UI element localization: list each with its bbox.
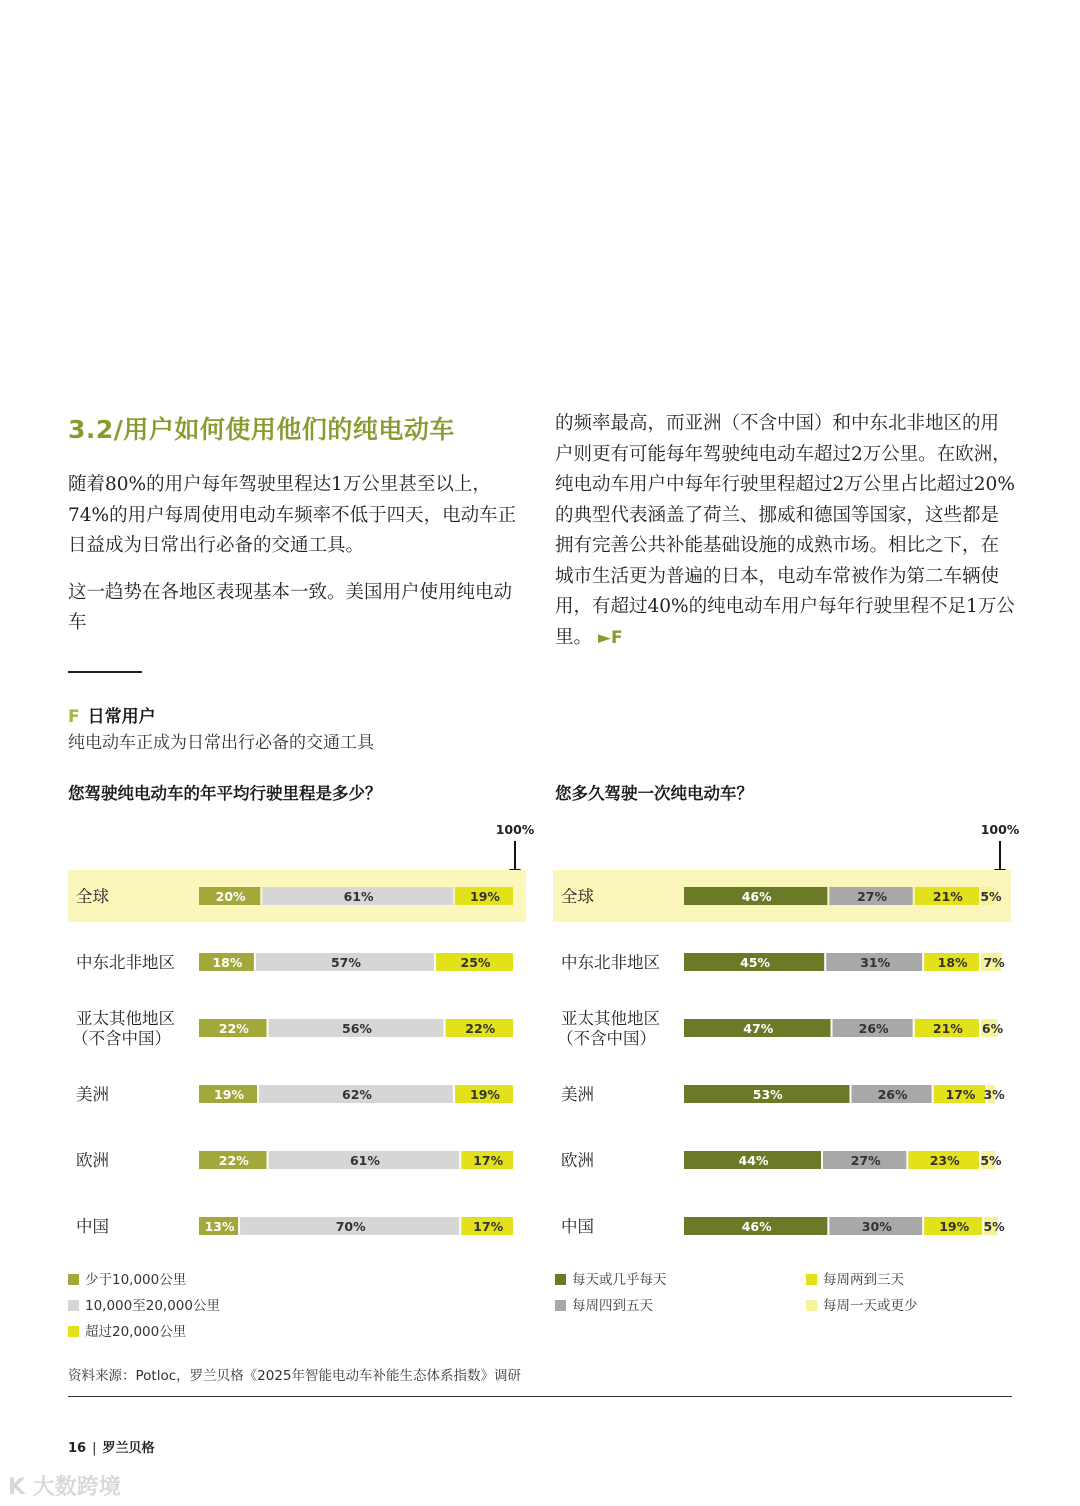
- bar-value-label: 19%: [470, 889, 500, 904]
- page-number: 16: [68, 1441, 87, 1456]
- legend-item: [555, 1268, 667, 1288]
- legend-item: [68, 1320, 186, 1340]
- legend-item: [68, 1268, 186, 1288]
- body-column-right: [555, 409, 1015, 653]
- category-label: 美洲: [561, 1085, 594, 1104]
- bar-value-label: 19%: [214, 1087, 244, 1102]
- divider-short: [68, 671, 142, 673]
- legend-item: [555, 1294, 653, 1314]
- legend-item: [806, 1268, 904, 1288]
- category-label: 全球: [76, 887, 109, 906]
- category-label: 亚太其他地区（不含中国）: [72, 1009, 175, 1048]
- legend-swatch: [555, 1300, 566, 1311]
- chart-right-frequency: [553, 815, 1020, 1255]
- bar-value-label: 19%: [470, 1087, 500, 1102]
- bar-value-label: 57%: [330, 955, 361, 970]
- category-label: 中国: [561, 1217, 594, 1236]
- watermark: [8, 1470, 121, 1501]
- bar-value-label: 53%: [752, 1087, 783, 1102]
- bar-value-label: 5%: [980, 1153, 1002, 1168]
- category-label: 中国: [76, 1217, 109, 1236]
- max-marker-label: 100%: [980, 822, 1020, 837]
- legend-label: 每天或几乎每天: [572, 1272, 667, 1288]
- bar-value-label: 17%: [945, 1087, 976, 1102]
- source-note: 资料来源：Potloc，罗兰贝格《2025年智能电动车补能生态体系指数》调研: [68, 1368, 522, 1384]
- bar-value-label: 61%: [343, 889, 374, 904]
- bar-value-label: 44%: [738, 1153, 769, 1168]
- legend-swatch: [68, 1300, 79, 1311]
- bar-value-label: 23%: [929, 1153, 960, 1168]
- category-label: 中东北非地区: [76, 953, 175, 972]
- chart-right-title: 您多久驾驶一次纯电动车？: [555, 784, 753, 803]
- bar-value-label: 26%: [858, 1021, 889, 1036]
- bar-value-label: 25%: [460, 955, 491, 970]
- bar-value-label: 56%: [342, 1021, 372, 1036]
- bar-value-label: 17%: [473, 1219, 504, 1234]
- legend-label: 少于10,000公里: [85, 1272, 187, 1288]
- bar-value-label: 27%: [857, 889, 887, 904]
- figure-letter: F: [68, 707, 80, 727]
- watermark-logo-icon: K: [8, 1475, 26, 1500]
- legend-right: [555, 1268, 1015, 1328]
- footer-brand: 罗兰贝格: [102, 1441, 155, 1456]
- section-title: 3.2/用户如何使用他们的纯电动车: [68, 415, 455, 444]
- bar-value-label: 3%: [983, 1087, 1005, 1102]
- legend-label: 10,000至20,000公里: [85, 1298, 220, 1314]
- bar-value-label: 21%: [932, 1021, 963, 1036]
- bar-value-label: 70%: [335, 1219, 366, 1234]
- bar-value-label: 20%: [215, 889, 246, 904]
- figure-reference-link[interactable]: ►F: [597, 627, 623, 648]
- legend-swatch: [555, 1274, 566, 1285]
- legend-left: [68, 1268, 528, 1348]
- paragraph-3: [555, 409, 1015, 653]
- category-label: 亚太其他地区（不含中国）: [557, 1009, 660, 1048]
- bar-value-label: 19%: [939, 1219, 970, 1234]
- paragraph-3-text: 的频率最高，而亚洲（不含中国）和中东北非地区的用户则更有可能每年驾驶纯电动车超过2万公里。在欧洲，纯电动车用户中每年行驶里程超过2万公里占比超过20%的典型代表涵盖了荷兰、挪威和德国等国家，这些都是拥有完善公共补能基础设施的成熟市场。相比之下，在城市生活更为普遍的日本，电动车常被作为第二车辆使用，有超过40%的纯电动车用户每年行驶里程不足1万公里。: [555, 413, 1015, 648]
- figure-label: [68, 702, 156, 727]
- category-label: 欧洲: [561, 1151, 594, 1170]
- bar-value-label: 22%: [465, 1021, 496, 1036]
- legend-label: 每周一天或更少: [823, 1298, 918, 1314]
- legend-swatch: [68, 1326, 79, 1337]
- page-footer: 16 | 罗兰贝格: [68, 1441, 155, 1456]
- category-label: 全球: [561, 887, 594, 906]
- bar-value-label: 5%: [980, 889, 1002, 904]
- legend-swatch: [806, 1300, 817, 1311]
- legend-swatch: [806, 1274, 817, 1285]
- bar-value-label: 22%: [218, 1021, 249, 1036]
- legend-swatch: [68, 1274, 79, 1285]
- bar-value-label: 5%: [983, 1219, 1005, 1234]
- paragraph-1: 随着80%的用户每年驾驶里程达1万公里甚至以上，74%的用户每周使用电动车频率不低于四天，电动车正日益成为日常出行必备的交通工具。: [68, 474, 517, 556]
- paragraph-2: 这一趋势在各地区表现基本一致。美国用户使用纯电动车: [68, 581, 513, 633]
- legend-label: 每周两到三天: [823, 1272, 904, 1288]
- bar-value-label: 13%: [204, 1219, 235, 1234]
- bar-value-label: 30%: [861, 1219, 892, 1234]
- bar-value-label: 62%: [342, 1087, 372, 1102]
- watermark-text: 大数跨境: [32, 1475, 121, 1500]
- legend-label: 超过20,000公里: [85, 1324, 187, 1340]
- divider-long: [68, 1396, 1012, 1397]
- bar-value-label: 46%: [741, 1219, 772, 1234]
- chart-left-title: 您驾驶纯电动车的年平均行驶里程是多少？: [68, 784, 382, 803]
- figure-subtitle: 纯电动车正成为日常出行必备的交通工具: [68, 733, 374, 753]
- figure-title: 日常用户: [87, 707, 156, 727]
- bar-value-label: 46%: [741, 889, 772, 904]
- bar-value-label: 45%: [740, 955, 771, 970]
- chart-left-mileage: [68, 815, 535, 1255]
- category-label: 美洲: [76, 1085, 109, 1104]
- category-label: 中东北非地区: [561, 953, 660, 972]
- bar-value-label: 6%: [981, 1021, 1004, 1036]
- bar-value-label: 26%: [877, 1087, 908, 1102]
- bar-value-label: 7%: [983, 955, 1005, 970]
- legend-label: 每周四到五天: [572, 1298, 653, 1314]
- bar-value-label: 17%: [473, 1153, 504, 1168]
- bar-value-label: 27%: [850, 1153, 881, 1168]
- legend-item: [806, 1294, 918, 1314]
- legend-item: [68, 1294, 220, 1314]
- category-label: 欧洲: [76, 1151, 109, 1170]
- max-marker-label: 100%: [495, 822, 535, 837]
- bar-value-label: 47%: [743, 1021, 774, 1036]
- bar-value-label: 18%: [212, 955, 243, 970]
- bar-value-label: 22%: [218, 1153, 249, 1168]
- bar-value-label: 21%: [932, 889, 963, 904]
- body-column-left: [68, 470, 528, 655]
- bar-value-label: 61%: [349, 1153, 380, 1168]
- bar-value-label: 18%: [937, 955, 968, 970]
- bar-value-label: 31%: [860, 955, 891, 970]
